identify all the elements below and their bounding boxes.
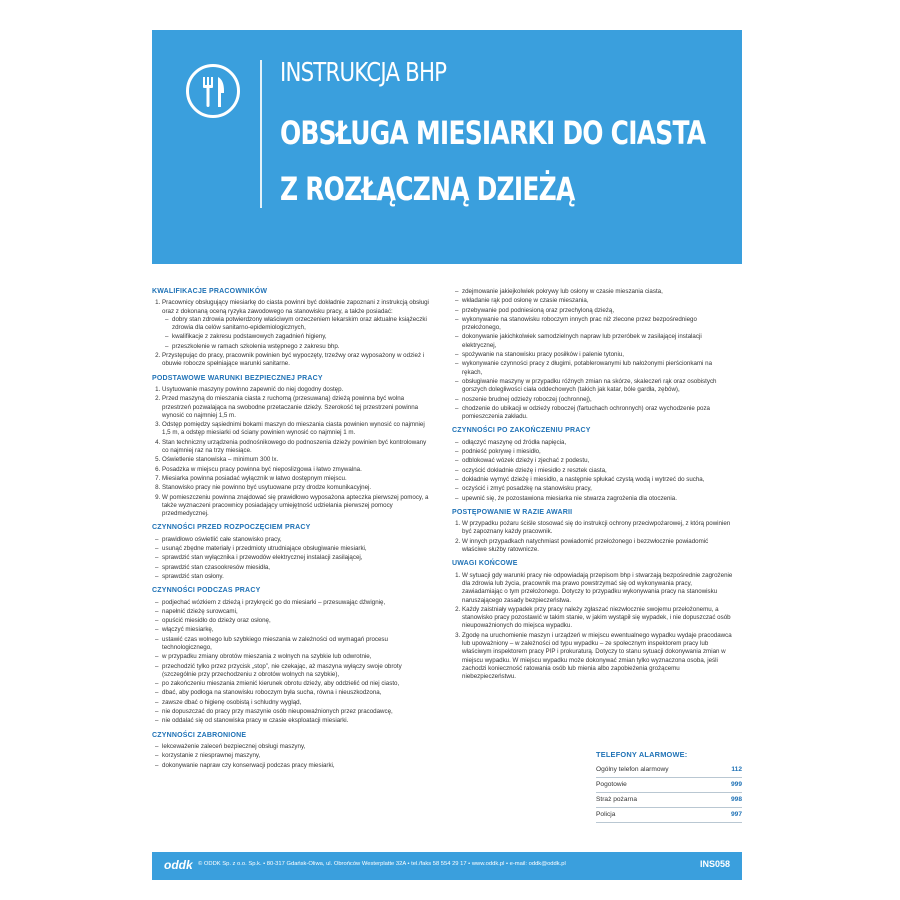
list-item: – przeszkolenie w ramach szkolenia wstępnego z zakresu bhp. [172, 343, 434, 351]
list-item: – prawidłowo oświetlić całe stanowisko pracy, [162, 536, 434, 544]
fork-knife-icon [186, 64, 240, 118]
list-item: – kwalifikacje z zakresu podstawowych zagadnień higieny, [172, 333, 434, 341]
list-item: – usunąć zbędne materiały i przedmioty utrudniające obsługiwanie miesiarki, [162, 545, 434, 553]
list-item: 2. W innych przypadkach natychmiast powiadomić przełożonego i bezzwłocznie powiadomić właściwe służby ratownicze. [462, 538, 734, 555]
poster-header [152, 30, 742, 264]
right-column [452, 288, 734, 682]
list-item: – obsługiwanie maszyny w przypadku różnych zmian na skórze, skaleczeń rąk oraz osobistych gorszych dolegliwości ciała oddechowych (takich jak katar, bóle gardła, zębów), [462, 378, 734, 395]
section-title-final-remarks: UWAGI KOŃCOWE [452, 560, 518, 568]
list-item: 9. W pomieszczeniu powinna znajdować się prawidłowo wyposażona apteczka pierwszej pomocy, a także wyznaczeni pracownicy posiadający umiejętność udzielania pierwszej pomocy przedmedycznej. [162, 494, 434, 519]
header-divider [260, 60, 262, 208]
list-item: – ustawić czas wolnego lub szybkiego mieszania w zależności od wymagań procesu technologicznego, [162, 636, 434, 653]
list-item-text: Pracownicy obsługujący miesiarkę do ciasta powinni być dokładnie zapoznani z instrukcją obsługi oraz z dokonaną oceną ryzyka zawodowego na stanowisku pracy, a także posiadać: [162, 299, 429, 315]
list-item: 1. W przypadku pożaru ściśle stosować się do instrukcji ochrony przeciwpożarowej, z którą powinien być zapoznany każdy pracownik. [462, 520, 734, 537]
list-item: 8. Stanowisko pracy nie powinno być usytuowane przy drodze komunikacyjnej. [162, 484, 434, 492]
section-title-qualifications: KWALIFIKACJE PRACOWNIKÓW [152, 288, 268, 295]
final-remarks-list [452, 572, 734, 682]
list-item [162, 299, 434, 351]
list-item: – odblokować wózek dzieży i zjechać z podestu, [462, 457, 734, 465]
footer-contact: © ODDK Sp. z o.o. Sp.k. • 80-317 Gdańsk-Oliwa, ul. Obrońców Westerplatte 32A • tel./faks 58 554 29 17 • www.oddk.pl • e-mail: oddk@oddk.pl [198, 861, 566, 867]
list-item: – dokonywanie napraw czy konserwacji podczas pracy miesiarki, [162, 762, 434, 770]
list-item: 1. Usytuowanie maszyny powinno zapewnić do niej dogodny dostęp. [162, 386, 434, 394]
phone-label: Pogotowie [596, 781, 627, 788]
header-title-line-2: Z ROZŁĄCZNĄ DZIEŻĄ [280, 170, 575, 208]
list-item: – po zakończeniu mieszania zmienić kierunek obrotu dzieży, aby oddzielić od niej ciasto, [162, 680, 434, 688]
list-item: – nie oddalać się od stanowiska pracy w czasie eksploatacji miesiarki. [162, 717, 434, 725]
list-item: 3. Odstęp pomiędzy sąsiednimi bokami maszyn do mieszania ciasta powinien wynosić co najmniej 1,5 m, a odstęp miesiarki od ściany powinien wynosić co najmniej 1 m. [162, 421, 434, 438]
document-code: INS058 [699, 859, 730, 869]
list-item: – wykonywanie na stanowisku roboczym innych prac niż zlecone przez bezpośredniego przełożonego, [462, 316, 734, 333]
emergency-list [452, 520, 734, 554]
phones-title: TELEFONY ALARMOWE: [596, 750, 688, 759]
list-item: – nie dopuszczać do pracy przy maszynie osób nieupoważnionych przez pracodawcę, [162, 708, 434, 716]
section-title-before-work: CZYNNOŚCI PRZED ROZPOCZĘCIEM PRACY [152, 524, 311, 532]
list-item: 1. W sytuacji gdy warunki pracy nie odpowiadają przepisom bhp i stwarzają bezpośrednie zagrożenie dla zdrowia lub życia, pracownik ma prawo powstrzymać się od wykonywania pracy, zawiadamiając o tym przełożonego. Dotyczy to przypadku wykonywania pracy na stanowisku naruszającego zasady bezpieczeństwa. [462, 572, 734, 605]
list-item: – dbać, aby podłoga na stanowisku roboczym była sucha, równa i nieuszkodzona, [162, 689, 434, 697]
after-work-list [452, 439, 734, 503]
section-title-after-work: CZYNNOŚCI PO ZAKOŃCZENIU PRACY [452, 427, 591, 435]
list-item: – spożywanie na stanowisku pracy posiłków i palenie tytoniu, [462, 351, 734, 359]
phone-label: Policja [596, 811, 616, 818]
forbidden-list [152, 743, 434, 770]
list-item: – przebywanie pod podniesioną oraz przechyloną dzieżą, [462, 307, 734, 315]
list-item: 2. Każdy zaistniały wypadek przy pracy należy zgłaszać niezwłocznie swojemu przełożonemu, a stanowisko pracy pozostawić w takim stanie, w jakim wystąpił się wypadek, i nie dopuszczać osób nieupoważnionych do miejsca wypadku. [462, 606, 734, 631]
list-item: – zdejmowanie jakiejkolwiek pokrywy lub osłony w czasie mieszania ciasta, [462, 288, 734, 296]
list-item: – wkładanie rąk pod osłonę w czasie mieszania, [462, 297, 734, 305]
section-title-forbidden: CZYNNOŚCI ZABRONIONE [152, 731, 247, 739]
list-item: – przechodzić tylko przez przycisk „stop”, nie czekając, aż maszyna wyłączy swoje obroty (szczególnie przy przechodzeniu z obrotów wolnych na szybkie), [162, 663, 434, 680]
phone-number: 112 [731, 766, 742, 773]
list-item: – dokładnie wymyć dzieżę i miesidło, a następnie spłukać czystą wodą i wytrzeć do sucha, [462, 476, 734, 484]
list-item: – korzystanie z niesprawnej maszyny, [162, 752, 434, 760]
before-work-list [152, 536, 434, 581]
left-column [152, 288, 434, 771]
list-item: 4. Stan techniczny urządzenia podnośnikowego do podnoszenia dzieży powinien być kontrolowany co najmniej raz na trzy miesiące. [162, 439, 434, 456]
phone-number: 997 [730, 811, 742, 818]
list-item: – wykonywanie czynności pracy z długimi, potablerowanymi lub nałożonymi pierścionkami na rękach, [462, 360, 734, 377]
list-item: 3. Zgodę na uruchomienie maszyn i urządzeń w miejscu ewentualnego wypadku wydaje pracodawca lub upoważniony – w zależności od typu wypadku – ze społecznym inspektorem pracy lub właściwym inspektorem pracy PIP i prokuraturą. Dotyczy to stanu sytuacji dokonywania zmian w miejscu wypadku. W miejscu wypadku może dokonywać zmian tylko wyznaczona osoba, jeśli zachodzi konieczność ratowania osób lub mienia albo zapobieżenia grożącemu niebezpieczeństwu. [462, 632, 734, 682]
qualifications-sublist [162, 316, 434, 351]
list-item: 7. Miesiarka powinna posiadać wyłącznik w łatwo dostępnym miejscu. [162, 475, 434, 483]
list-item: – chodzenie do ubikacji w odzieży roboczej (fartuchach ochronnych) oraz wychodzenie poza pomieszczenia zakładu. [462, 405, 734, 422]
oddk-logo: oddk [164, 858, 193, 872]
phone-row [596, 763, 742, 778]
phone-row [596, 778, 742, 793]
qualifications-list [152, 299, 434, 368]
during-work-list [152, 599, 434, 726]
list-item: – włączyć miesiarkę, [162, 626, 434, 634]
safety-instruction-poster [152, 30, 742, 880]
list-item: – sprawdzić stan wyłącznika i przewodów elektrycznej instalacji zasilającej, [162, 554, 434, 562]
basic-conditions-list [152, 386, 434, 518]
list-item: – w przypadku zmiany obrotów mieszania z wolnych na szybkie lub odwrotnie, [162, 653, 434, 661]
list-item: – napełnić dzieżę surowcami, [162, 608, 434, 616]
list-item: 2. Przystępując do pracy, pracownik powinien być wypoczęty, trzeźwy oraz wyposażony w odzież i obuwie robocze spełniające warunki sanitarne. [162, 352, 434, 369]
poster-footer [152, 852, 742, 880]
list-item: – odłączyć maszynę od źródła napięcia, [462, 439, 734, 447]
phone-row [596, 808, 742, 823]
phone-number: 998 [730, 796, 742, 803]
phone-number: 999 [730, 781, 742, 788]
list-item: – podnieść pokrywę i miesidło, [462, 448, 734, 456]
emergency-phones [596, 750, 742, 823]
list-item: – lekceważenie zaleceń bezpiecznej obsługi maszyny, [162, 743, 434, 751]
list-item: 5. Oświetlenie stanowiska – minimum 300 lx. [162, 456, 434, 464]
phone-label: Straż pożarna [596, 796, 638, 803]
list-item: 6. Posadzka w miejscu pracy powinna być nieposlizgowa i łatwo zmywalna. [162, 466, 434, 474]
section-title-during-work: CZYNNOŚCI PODCZAS PRACY [152, 587, 261, 595]
list-item: 2. Przed maszyną do mieszania ciasta z ruchomą (przesuwaną) dzieżą powinna być wolna przestrzeń pozwalająca na swobodne przetaczanie dzieży. Szerokość tej przestrzeni powinna wynosić co najmniej 1,5 m. [162, 395, 434, 420]
phone-label: Ogólny telefon alarmowy [596, 766, 669, 773]
phone-row [596, 793, 742, 808]
list-item: – podjechać wózkiem z dzieżą i przykręcić go do miesiarki – przesuwając dźwignię, [162, 599, 434, 607]
list-item: – sprawdzić stan czasookresów miesidła, [162, 564, 434, 572]
section-title-emergency: POSTĘPOWANIE W RAZIE AWARII [452, 508, 573, 516]
list-item: – oczyścić i zmyć posadzkę na stanowisku pracy, [462, 485, 734, 493]
list-item: – oczyścić dokładnie dzieżę i miesidło z resztek ciasta, [462, 467, 734, 475]
list-item: – dokonywanie jakichkolwiek samodzielnych napraw lub przeróbek w zasilającej instalacji elektrycznej, [462, 333, 734, 350]
list-item: – dobry stan zdrowia potwierdzony właściwym orzeczeniem lekarskim oraz aktualne książeczki zdrowia dla celów sanitarno-epidemiologicznych, [172, 316, 434, 333]
header-title-line-1: OBSŁUGA MIESIARKI DO CIASTA [280, 114, 706, 152]
header-subtitle: INSTRUKCJA BHP [280, 58, 447, 88]
list-item: – opuścić miesidło do dzieży oraz osłonę, [162, 617, 434, 625]
list-item: – noszenie brudnej odzieży roboczej (ochronnej), [462, 396, 734, 404]
forbidden-list-continued [452, 288, 734, 421]
list-item: – zawsze dbać o higienę osobistą i schludny wygląd, [162, 699, 434, 707]
section-title-basic-conditions: PODSTAWOWE WARUNKI BEZPIECZNEJ PRACY [152, 374, 323, 382]
list-item: – sprawdzić stan osłony. [162, 573, 434, 581]
list-item: – upewnić się, że pozostawiona miesiarka nie stwarza zagrożenia dla otoczenia. [462, 495, 734, 503]
